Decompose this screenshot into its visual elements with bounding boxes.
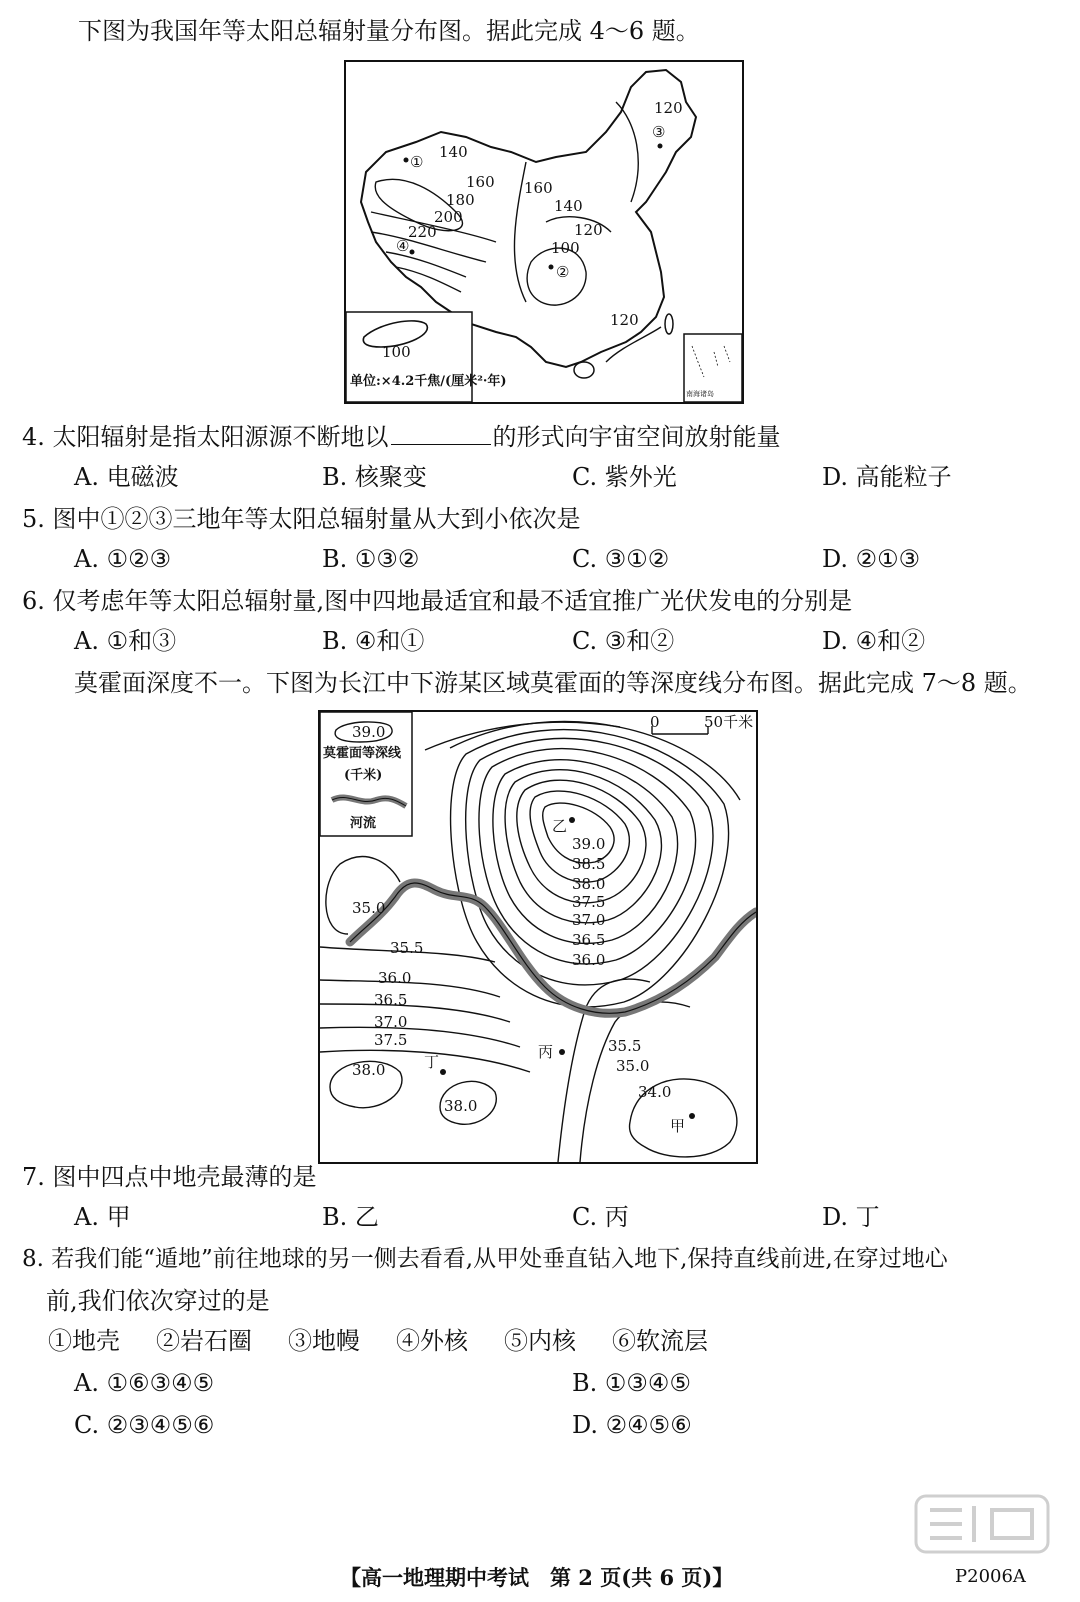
isoline-label: 120: [610, 311, 639, 329]
isoline-label: 140: [554, 197, 583, 215]
q7-option-a[interactable]: A. 甲: [74, 1203, 131, 1231]
legend-value: 100: [382, 343, 411, 361]
isoline-label: 38.0: [572, 875, 606, 893]
q8-item: ④外核: [396, 1327, 468, 1355]
isoline-label: 35.5: [608, 1037, 642, 1055]
isoline-label: 100: [551, 239, 580, 257]
q8-item: ①地壳: [48, 1327, 120, 1355]
q6-option-c[interactable]: C. ③和②: [572, 627, 675, 655]
q8-option-b[interactable]: B. ①③④⑤: [572, 1369, 691, 1397]
q8-item: ②岩石圈: [156, 1327, 252, 1355]
isoline-label: 200: [434, 208, 463, 226]
question-8-stem-line-2: 前,我们依次穿过的是: [46, 1287, 270, 1315]
isoline-label: 37.5: [572, 893, 606, 911]
q6-option-a[interactable]: A. ①和③: [74, 627, 177, 655]
isoline-label: 37.0: [374, 1013, 408, 1031]
question-7-stem: 7. 图中四点中地壳最薄的是: [22, 1163, 317, 1191]
isoline-label: 220: [408, 223, 437, 241]
isoline-label: 36.5: [374, 991, 408, 1009]
isoline-label: 37.0: [572, 911, 606, 929]
isoline-label: 160: [524, 179, 553, 197]
answer-blank: [391, 422, 491, 445]
q5-option-a[interactable]: A. ①②③: [74, 545, 172, 573]
page-footer: 【高一地理期中考试 第 2 页(共 6 页)】: [340, 1565, 734, 1590]
isoline-label: 34.0: [638, 1083, 672, 1101]
isoline-label: 120: [654, 99, 683, 117]
intro-text-2: 莫霍面深度不一。下图为长江中下游某区域莫霍面的等深度线分布图。据此完成 7～8 题。: [74, 669, 1032, 697]
question-5-stem: 5. 图中①②③三地年等太阳总辐射量从大到小依次是: [22, 505, 581, 533]
q5-option-d[interactable]: D. ②①③: [822, 545, 921, 573]
solar-radiation-map: [344, 60, 744, 404]
isoline-label: 140: [439, 143, 468, 161]
isoline-label: 36.0: [572, 951, 606, 969]
point-marker: 乙: [552, 817, 568, 835]
isoline-label: 37.5: [374, 1031, 408, 1049]
question-4-stem: 4. 太阳辐射是指太阳源源不断地以 的形式向宇宙空间放射能量: [22, 423, 781, 451]
q5-option-b[interactable]: B. ①③②: [322, 545, 420, 573]
point-marker: 丁: [424, 1053, 440, 1071]
paper-code: P2006A: [955, 1566, 1026, 1587]
q4-option-d[interactable]: D. 高能粒子: [822, 463, 952, 491]
point-marker: 甲: [670, 1117, 686, 1135]
scale-zero: 0: [650, 713, 660, 731]
isoline-label: 35.5: [390, 939, 424, 957]
q8-option-d[interactable]: D. ②④⑤⑥: [572, 1411, 692, 1439]
unit-label: 单位:×4.2千焦/(厘米²·年): [350, 374, 507, 389]
point-marker: ①: [410, 153, 424, 171]
isoline-label: 38.5: [572, 855, 606, 873]
q8-option-c[interactable]: C. ②③④⑤⑥: [74, 1411, 215, 1439]
isoline-label: 180: [446, 191, 475, 209]
moho-map-drawing: [320, 712, 756, 1162]
isoline-label: 36.0: [378, 969, 412, 987]
point-marker: ②: [556, 263, 570, 281]
intro-text-1: 下图为我国年等太阳总辐射量分布图。据此完成 4～6 题。: [78, 17, 700, 45]
moho-depth-map: [318, 710, 758, 1164]
watermark-logo-icon: [912, 1490, 1052, 1560]
isoline-label: 35.0: [352, 899, 386, 917]
point-marker: ③: [652, 123, 666, 141]
inset-label: 南海诸岛: [686, 390, 714, 398]
q8-option-a[interactable]: A. ①⑥③④⑤: [74, 1369, 215, 1397]
scale-end: 50千米: [704, 713, 754, 731]
q7-option-b[interactable]: B. 乙: [322, 1203, 379, 1231]
legend-isoline-label: 莫霍面等深线: [323, 746, 402, 761]
point-marker: ④: [396, 237, 410, 255]
q8-item: ⑥软流层: [612, 1327, 708, 1355]
isoline-label: 38.0: [352, 1061, 386, 1079]
q8-item: ⑤内核: [504, 1327, 576, 1355]
q4-option-c[interactable]: C. 紫外光: [572, 463, 677, 491]
q7-option-d[interactable]: D. 丁: [822, 1203, 880, 1231]
point-marker: 丙: [538, 1043, 554, 1061]
q5-option-c[interactable]: C. ③①②: [572, 545, 670, 573]
q7-option-c[interactable]: C. 丙: [572, 1203, 629, 1231]
isoline-label: 36.5: [572, 931, 606, 949]
legend-river-label: 河流: [350, 816, 377, 831]
q4-option-b[interactable]: B. 核聚变: [322, 463, 427, 491]
isoline-label: 160: [466, 173, 495, 191]
q8-item: ③地幔: [288, 1327, 360, 1355]
isoline-label: 120: [574, 221, 603, 239]
isoline-label: 35.0: [616, 1057, 650, 1075]
q6-option-d[interactable]: D. ④和②: [822, 627, 926, 655]
legend-value: 39.0: [352, 723, 386, 741]
isoline-label: 38.0: [444, 1097, 478, 1115]
legend-unit-label: (千米): [344, 768, 383, 783]
q4-option-a[interactable]: A. 电磁波: [74, 463, 179, 491]
question-8-stem-line-1: 8. 若我们能“遁地”前往地球的另一侧去看看,从甲处垂直钻入地下,保持直线前进,在穿过地心: [22, 1246, 948, 1272]
q6-option-b[interactable]: B. ④和①: [322, 627, 425, 655]
isoline-label: 39.0: [572, 835, 606, 853]
question-6-stem: 6. 仅考虑年等太阳总辐射量,图中四地最适宜和最不适宜推广光伏发电的分别是: [22, 587, 853, 615]
